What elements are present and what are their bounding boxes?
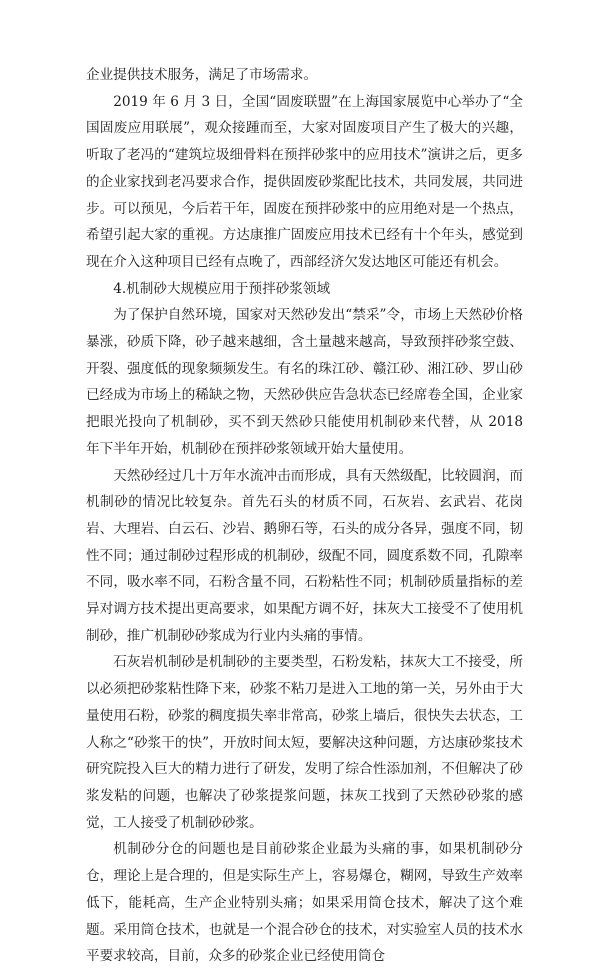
paragraph-solid-waste-exhibition: 2019 年 6 月 3 日，全国“固废联盟”在上海国家展览中心举办了“全国固废应用联展”，观众接踵而至，大家对固废项目产生了极大的兴趣，听取了老冯的“建筑垃圾细骨料在预拌砂浆中的应用技术”演讲之后，更多的企业家找到老冯要求合作，提供固废砂浆配比技术，共同发展，共同进步。可以预见，今后若干年，固废在预拌砂浆中的应用绝对是一个热点，希望引起大家的重视。方达康推广固废应用技术已经有十个年头，感觉到现在介入这种项目已经有点晚了，西部经济欠发达地区可能还有机会。 [86,93,523,270]
paragraph-limestone-sand: 石灰岩机制砂是机制砂的主要类型，石粉发粘，抹灰大工不接受，所以必须把砂浆粘性降下来，砂浆不粘刀是进入工地的第一关，另外由于大量使用石粉，砂浆的稠度损失率非常高，砂浆上墙后，很快失去状态，工人称之“砂浆干的快”，开放时间太短，要解决这种问题，方达康砂浆技术研究院投入巨大的精力进行了研发，发明了综合性添加剂，不但解决了砂浆发粘的问题，也解决了砂浆提浆问题，抹灰工找到了天然砂砂浆的感觉，工人接受了机制砂砂浆。 [86,654,523,831]
paragraph-continuation: 企业提供技术服务，满足了市场需求。 [86,67,318,83]
paragraph-sand-quality-differences: 天然砂经过几十万年水流冲击而形成，具有天然级配，比较圆润，而机制砂的情况比较复杂。首先石头的材质不同，石灰岩、玄武岩、花岗岩、大理岩、白云石、沙岩、鹅卵石等，石头的成分各异，强度不同，韧性不同；通过制砂过程形成的机制砂，级配不同，圆度系数不同，孔隙率不同，吸水率不同，石粉含量不同，石粉粘性不同；机制砂质量指标的差异对调方技术提出更高要求，如果配方调不好，抹灰大工接受不了使用机制砂，推广机制砂砂浆成为行业内头痛的事情。 [86,467,523,644]
document-body [86,62,523,970]
section-heading-manufactured-sand: 4.机制砂大规模应用于预拌砂浆领域 [113,280,331,297]
paragraph-natural-sand-ban: 为了保护自然环境，国家对天然砂发出“禁采”令，市场上天然砂价格暴涨，砂质下降，砂子越来越细，含土量越来越高，导致预拌砂浆空鼓、开裂、强度低的现象频频发生。有名的珠江砂、赣江砂、湘江砂、罗山砂已经成为市场上的稀缺之物，天然砂供应告急状态已经席卷全国，企业家把眼光投向了机制砂，买不到天然砂只能使用机制砂来代替，从 2018 年下半年开始，机制砂在预拌砂浆领域开始大量使用。 [86,307,523,457]
paragraph-sand-silo: 机制砂分仓的问题也是目前砂浆企业最为头痛的事，如果机制砂分仓，理论上是合理的，但是实际生产上，容易爆仓，糊网，导致生产效率低下，能耗高，生产企业特别头痛；如果采用筒仓技术，解决了这个难题。采用筒仓技术，也就是一个混合砂仓的技术，对实验室人员的技术水平要求较高，目前，众多的砂浆企业已经使用筒仓 [86,841,523,965]
